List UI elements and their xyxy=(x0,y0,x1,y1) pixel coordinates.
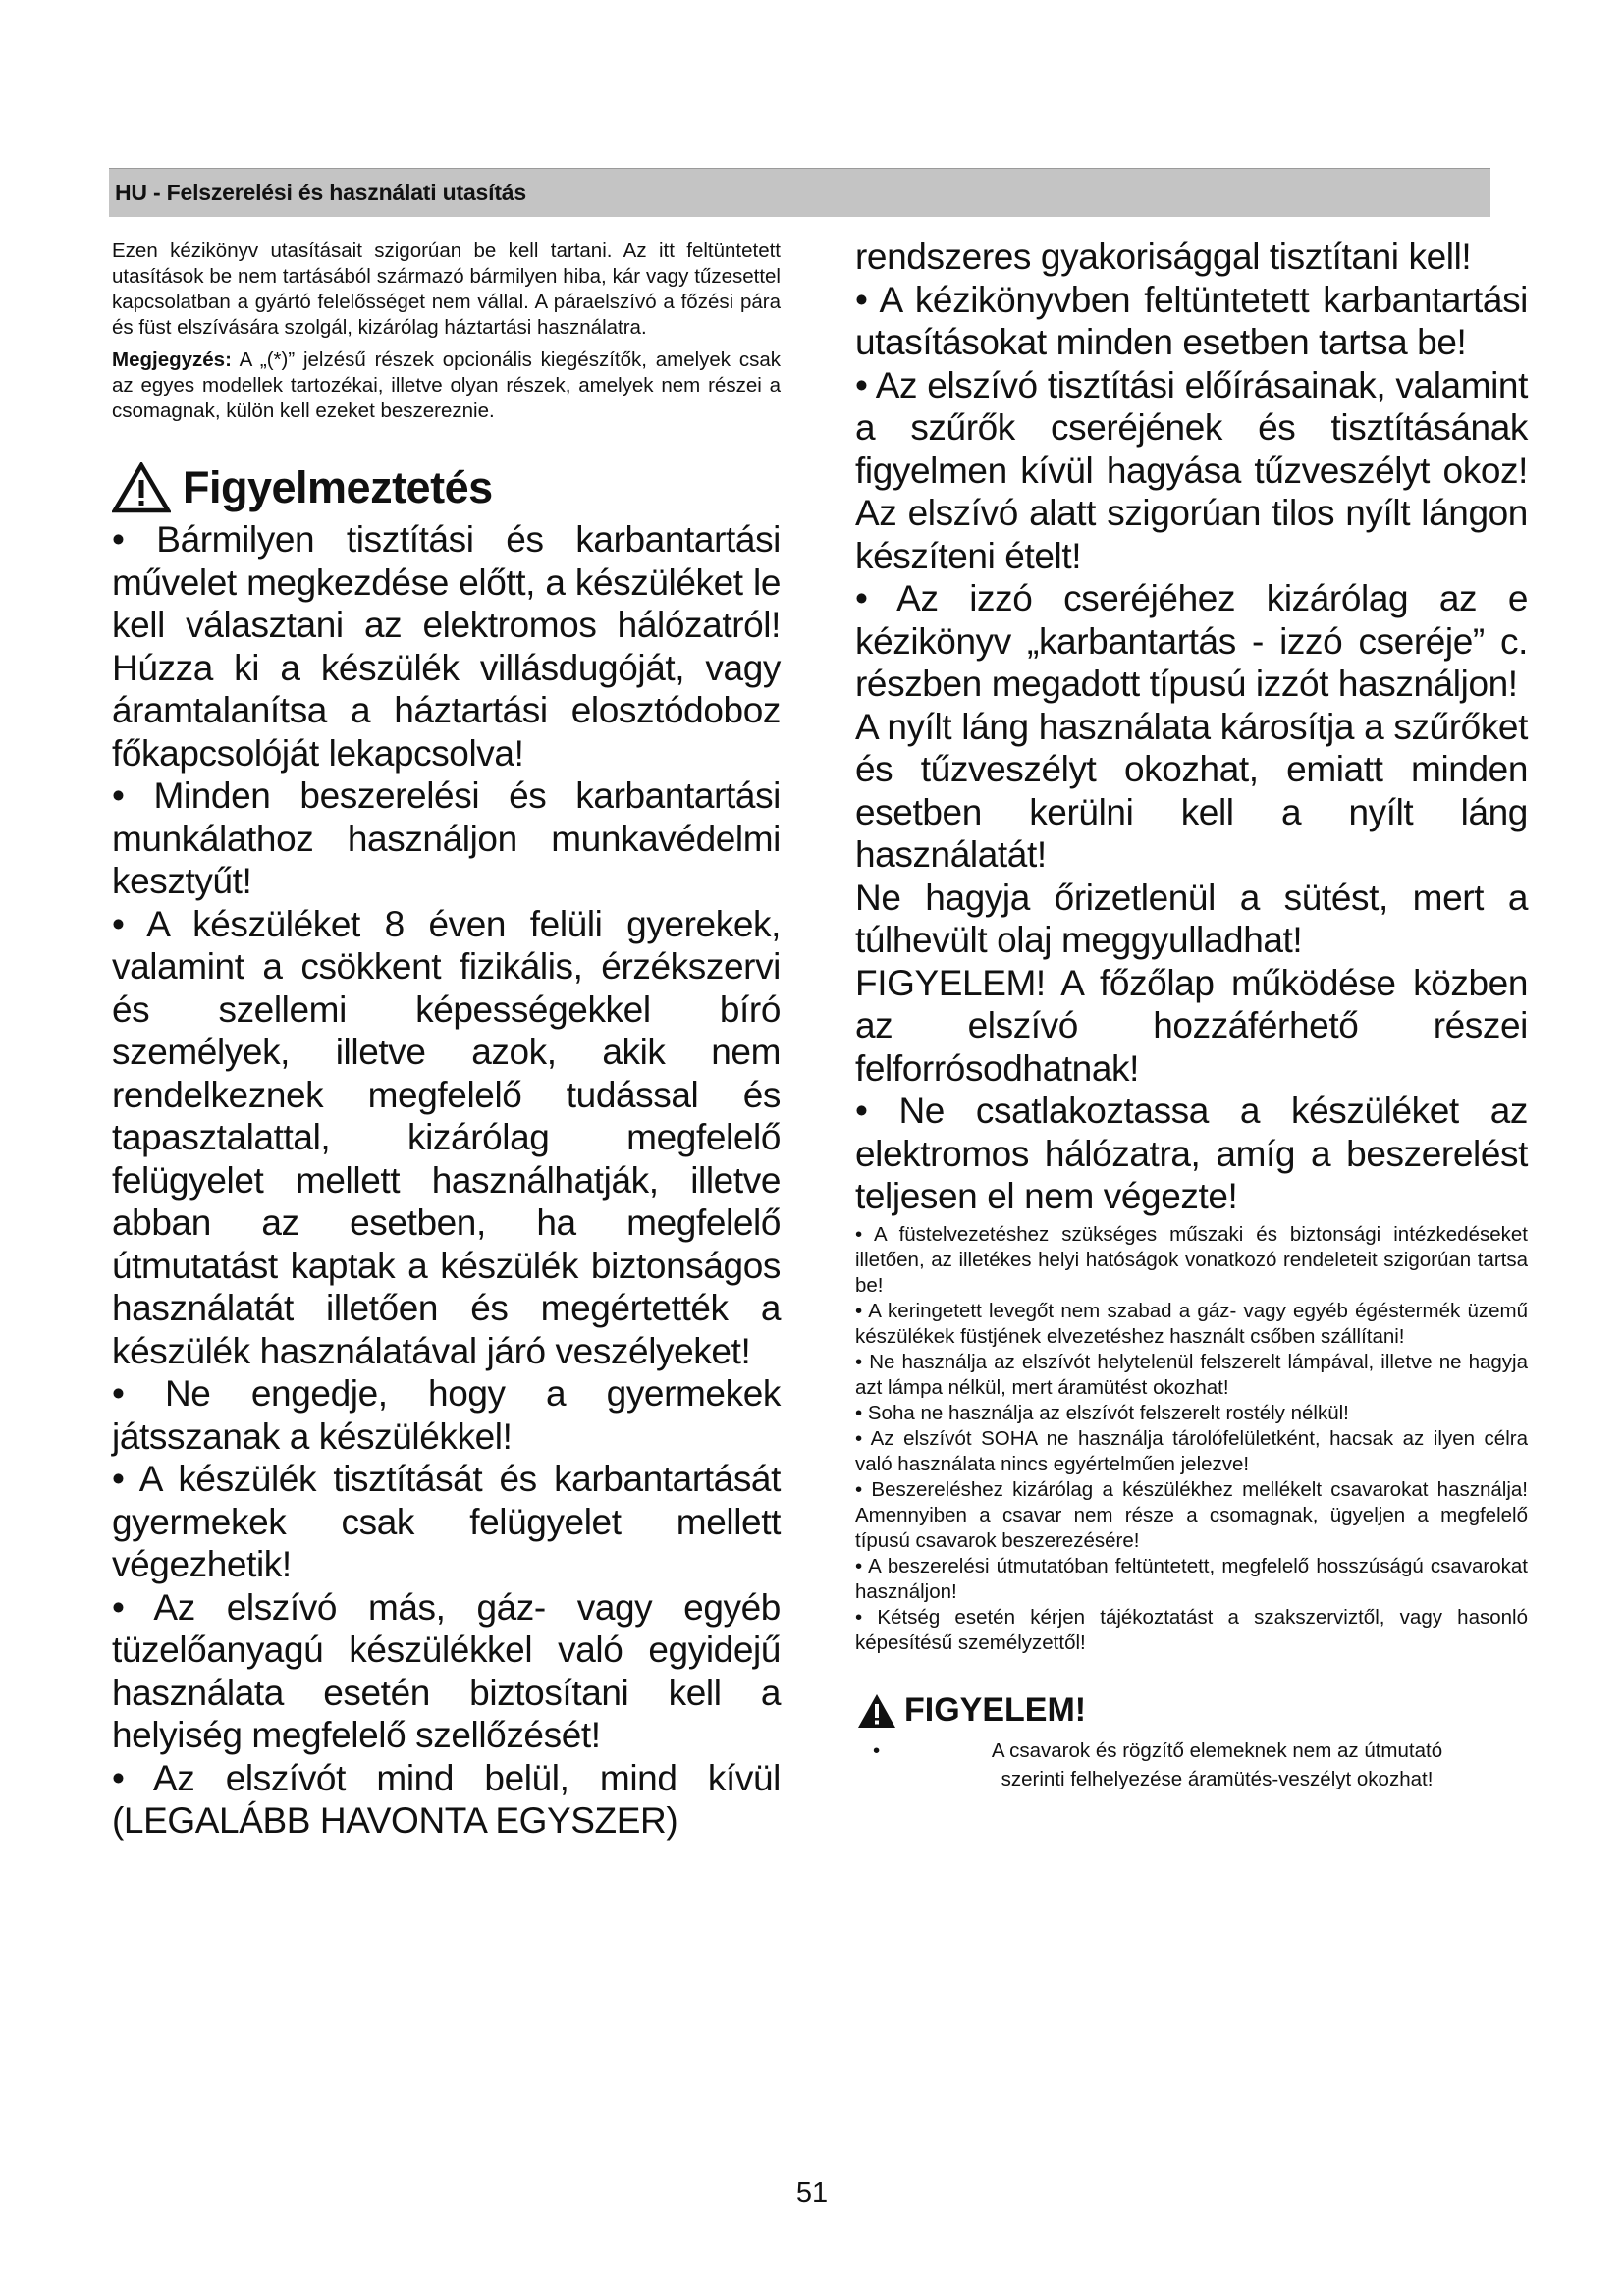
note-label: Megjegyzés: xyxy=(112,348,232,371)
section-header-bar xyxy=(109,168,1490,217)
section-header-title: HU - Felszerelési és használati utasítás xyxy=(115,180,526,205)
right-big-paragraph-8: • Ne csatlakoztassa a készüléket az elektromos hálózatra, amíg a beszerelést teljesen el nem végezte! xyxy=(855,1091,1528,1216)
right-small-paragraph-6: • Beszereléshez kizárólag a készülékhez mellékelt csavarokat használja! Amennyiben a csavar nem része a csomagnak, ügyeljen a megfelelő típusú csavarok beszerezésére! xyxy=(855,1477,1528,1552)
page-number: 51 xyxy=(795,2177,829,2209)
note-paragraph xyxy=(112,347,781,424)
figyelem-note-line-2: szerinti felhelyezése áramütés-veszélyt okozhat! xyxy=(1001,1767,1434,1790)
right-big-paragraph-1: rendszeres gyakorisággal tisztítani kell! xyxy=(855,237,1472,277)
right-small-paragraph-2: • A keringetett levegőt nem szabad a gáz- vagy egyéb égéstermék üzemű készülékek füstjének elvezetéshez használt csőben szállítani! xyxy=(855,1299,1528,1348)
warning-paragraph-3: • A készüléket 8 éven felüli gyerekek, valamint a csökkent fizikális, érzékszervi és szellemi képességekkel bíró személyek, illetve azok, akik nem rendelkeznek megfelelő tudással és tapasztalattal, kizárólag megfelelő felügyelet mellett használhatják, illetve abban az esetben, ha megfelelő útmutatást kaptak a készülék biztonságos használatát illetően és megértették a készülék használatával járó veszélyeket! xyxy=(112,903,781,1371)
bullet: • xyxy=(873,1738,881,1762)
figyelem-title: FIGYELEM! xyxy=(904,1691,1087,1729)
warning-paragraph-6: • Az elszívó más, gáz- vagy egyéb tüzelőanyagú készülékkel való egyidejű használata esetén biztosítani kell a helyiség megfelelő szellőzését! xyxy=(112,1586,781,1755)
note-text: A „(*)” jelzésű részek opcionális kiegészítők, amelyek csak az egyes modellek tartozékai, illetve olyan részek, amelyek nem részei a csomagnak, külön kell ezeket beszereznie. xyxy=(112,348,781,422)
warning-filled-icon xyxy=(857,1693,896,1729)
right-small-block xyxy=(855,1222,1528,1656)
warning-paragraph-1: • Bármilyen tisztítási és karbantartási művelet megkezdése előtt, a készüléket le kell választani az elektromos hálózatról! Húzza ki a készülék villásdugóját, vagy áramtalanítsa a háztartási elosztódoboz főkapcsolóját lekapcsolva! xyxy=(112,519,781,774)
right-big-paragraph-4: • Az izzó cseréjéhez kizárólag az e kézikönyv „karbantartás - izzó cseréje” c. részben megadott típusú izzót használjon! xyxy=(855,578,1528,704)
right-big-paragraph-3: • Az elszívó tisztítási előírásainak, valamint a szűrők cseréjének és tisztításának figyelmen kívül hagyása tűzveszélyt okoz! Az elszívó alatt szigorúan tilos nyílt lángon készíteni ételt! xyxy=(855,364,1528,576)
warning-paragraph-4: • Ne engedje, hogy a gyermekek játsszanak a készülékkel! xyxy=(112,1373,781,1457)
right-big-paragraph-5: A nyílt láng használata károsítja a szűrőket és tűzveszélyt okozhat, emiatt minden esetben kerülni kell a nyílt láng használatát! xyxy=(855,706,1528,875)
figyelem-note-item xyxy=(873,1736,1528,1793)
right-small-paragraph-4: • Soha ne használja az elszívót felszerelt rostély nélkül! xyxy=(855,1401,1349,1424)
figyelem-note xyxy=(855,1736,1528,1793)
figyelem-note-text xyxy=(906,1736,1528,1793)
right-small-paragraph-7: • A beszerelési útmutatóban feltüntetett, megfelelő hosszúságú csavarokat használjon! xyxy=(855,1554,1528,1603)
right-column xyxy=(855,236,1528,1793)
warning-title: Figyelmeztetés xyxy=(183,462,493,512)
left-column xyxy=(112,239,781,1842)
warning-triangle-icon xyxy=(112,462,171,513)
right-small-paragraph-8: • Kétség esetén kérjen tájékoztatást a szakszerviztől, vagy hasonló képesítésű személyzettől! xyxy=(855,1605,1528,1654)
right-small-paragraph-5: • Az elszívót SOHA ne használja tárolófelületként, hacsak az ilyen célra való használata nincs egyértelműen jelezve! xyxy=(855,1426,1528,1475)
right-small-paragraph-3: • Ne használja az elszívót helytelenül felszerelt lámpával, illetve ne hagyja azt lámpa nélkül, mert áramütést okozhat! xyxy=(855,1350,1528,1399)
figyelem-heading xyxy=(857,1689,1528,1733)
warning-heading xyxy=(112,459,781,516)
right-big-paragraph-7: FIGYELEM! A főzőlap működése közben az elszívó hozzáférhető részei felforrósodhatnak! xyxy=(855,962,1528,1089)
figyelem-note-line-1: A csavarok és rögzítő elemeknek nem az útmutató xyxy=(991,1738,1443,1762)
right-big-paragraph-6: Ne hagyja őrizetlenül a sütést, mert a túlhevült olaj meggyulladhat! xyxy=(855,877,1528,960)
right-big-paragraph-2: • A kézikönyvben feltüntetett karbantartási utasításokat minden esetben tartsa be! xyxy=(855,279,1528,362)
warning-paragraph-2: • Minden beszerelési és karbantartási munkálathoz használjon munkavédelmi kesztyűt! xyxy=(112,775,781,901)
intro-paragraph: Ezen kézikönyv utasításait szigorúan be kell tartani. Az itt feltüntetett utasítások be nem tartásából származó bármilyen hiba, kár vagy tűzesettel kapcsolatban a gyártó felelősséget nem vállal. A páraelszívó a főzési pára és füst elszívására szolgál, kizárólag háztartási használatra. xyxy=(112,240,781,339)
warning-paragraph-5: • A készülék tisztítását és karbantartását gyermekek csak felügyelet mellett végezhetik! xyxy=(112,1459,781,1584)
right-small-paragraph-1: • A füstelvezetéshez szükséges műszaki és biztonsági intézkedéseket illetően, az illetékes helyi hatóságok vonatkozó rendeleteit szigorúan tartsa be! xyxy=(855,1222,1528,1297)
warning-paragraph-7: • Az elszívót mind belül, mind kívül (LEGALÁBB HAVONTA EGYSZER) xyxy=(112,1757,781,1841)
